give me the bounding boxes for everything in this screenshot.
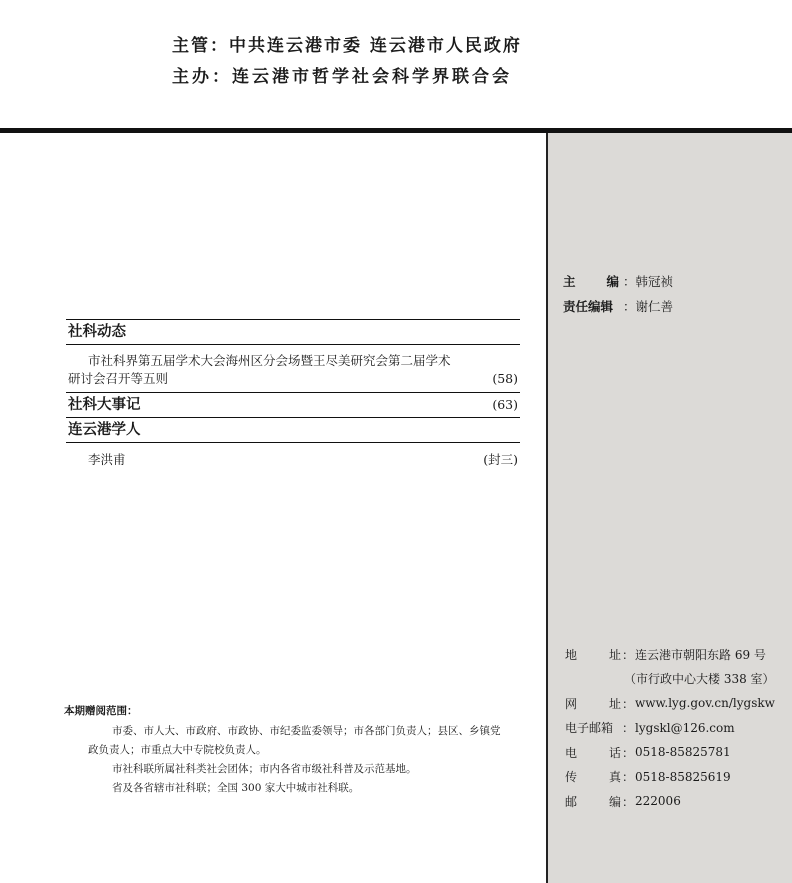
toc-entry[interactable] xyxy=(66,345,520,392)
address-label-char2: 址 xyxy=(608,647,621,662)
address-row-2 xyxy=(565,667,775,692)
notes-title: 本期赠阅范围： xyxy=(64,705,138,717)
email-value[interactable]: lygskl@126.com xyxy=(635,720,735,735)
duty-editor-row xyxy=(563,293,673,318)
email-row xyxy=(565,716,775,741)
toc-section-label: 社科大事记 xyxy=(68,397,141,413)
notes-line: 省及各省辖市社科联；全国 300 家大中城市社科联。 xyxy=(112,782,360,794)
address-value-2: （市行政中心大楼 338 室） xyxy=(624,672,775,687)
web-label-char1: 网 xyxy=(565,696,578,711)
supervisor-line: 主管：中共连云港市委 连云港市人民政府 xyxy=(172,36,522,56)
phone-label-char1: 电 xyxy=(565,745,578,760)
phone-label xyxy=(565,744,621,761)
duty-editor-label: 责任编辑 xyxy=(563,298,614,314)
phone-value: 0518-85825781 xyxy=(635,745,731,760)
chief-editor-colon: ： xyxy=(623,273,636,289)
fax-colon: ： xyxy=(622,770,635,785)
web-colon: ： xyxy=(622,696,635,711)
phone-label-char2: 话 xyxy=(608,745,621,760)
email-label: 电子邮箱 xyxy=(565,721,614,736)
duty-editor-colon: ： xyxy=(623,298,636,314)
toc-entry-page: (封三) xyxy=(483,452,518,467)
notes-line: 政负责人；市重点大中专院校负责人。 xyxy=(88,744,267,756)
address-value: 连云港市朝阳东路 69 号 xyxy=(635,647,766,662)
table-of-contents xyxy=(66,319,520,475)
web-row xyxy=(565,691,775,716)
chief-editor-label xyxy=(563,272,619,290)
phone-colon: ： xyxy=(622,745,635,760)
fax-label-char2: 真 xyxy=(608,770,621,785)
toc-entry[interactable] xyxy=(66,443,520,475)
toc-section-label: 社科动态 xyxy=(68,324,126,340)
toc-entry-line2: 研讨会召开等五则 xyxy=(68,371,169,386)
notes-line: 市社科联所属社科类社会团体；市内各省市级社科普及示范基地。 xyxy=(112,763,417,775)
post-row xyxy=(565,789,775,814)
web-value[interactable]: www.lyg.gov.cn/lygskw xyxy=(635,696,775,711)
toc-section-title[interactable] xyxy=(66,319,520,345)
address-colon: ： xyxy=(622,647,635,662)
toc-entry-text: 李洪甫 xyxy=(88,452,126,467)
post-label-char2: 编 xyxy=(608,794,621,809)
address-row xyxy=(565,642,775,667)
chief-editor-name: 韩冠祯 xyxy=(635,273,674,289)
fax-value: 0518-85825619 xyxy=(635,769,731,784)
notes-line: 市委、市人大、市政府、市政协、市纪委监委领导；市各部门负责人；县区、乡镇党 xyxy=(112,725,501,737)
duty-editor-name: 谢仁善 xyxy=(635,298,674,314)
fax-row xyxy=(565,765,775,790)
masthead xyxy=(0,0,792,128)
toc-section-page: (63) xyxy=(492,397,518,412)
toc-section-title[interactable] xyxy=(66,392,520,418)
chief-editor-row xyxy=(563,268,673,293)
phone-row xyxy=(565,740,775,765)
post-label xyxy=(565,793,621,810)
toc-entry-line1: 市社科界第五届学术大会海州区分会场暨王尽美研究会第二届学术 xyxy=(88,353,451,368)
fax-label-char1: 传 xyxy=(565,770,578,785)
chief-editor-label-char1: 主 xyxy=(563,273,576,289)
toc-section-label: 连云港学人 xyxy=(68,422,141,438)
address-label-char1: 地 xyxy=(565,647,578,662)
toc-section-title[interactable] xyxy=(66,418,520,443)
post-label-char1: 邮 xyxy=(565,794,578,809)
fax-label xyxy=(565,768,621,785)
post-value: 222006 xyxy=(635,794,681,809)
contact-block xyxy=(565,642,775,814)
post-colon: ： xyxy=(622,794,635,809)
address-label xyxy=(565,646,621,663)
distribution-notes xyxy=(64,703,534,798)
web-label xyxy=(565,695,621,712)
chief-editor-label-char2: 编 xyxy=(606,273,619,289)
toc-entry-page: (58) xyxy=(492,371,518,386)
email-colon: ： xyxy=(622,721,635,736)
editor-block xyxy=(563,268,673,318)
toc-entry-line2-row xyxy=(68,370,518,388)
web-label-char2: 址 xyxy=(608,696,621,711)
sponsor-line: 主办：连云港市哲学社会科学界联合会 xyxy=(172,67,512,87)
